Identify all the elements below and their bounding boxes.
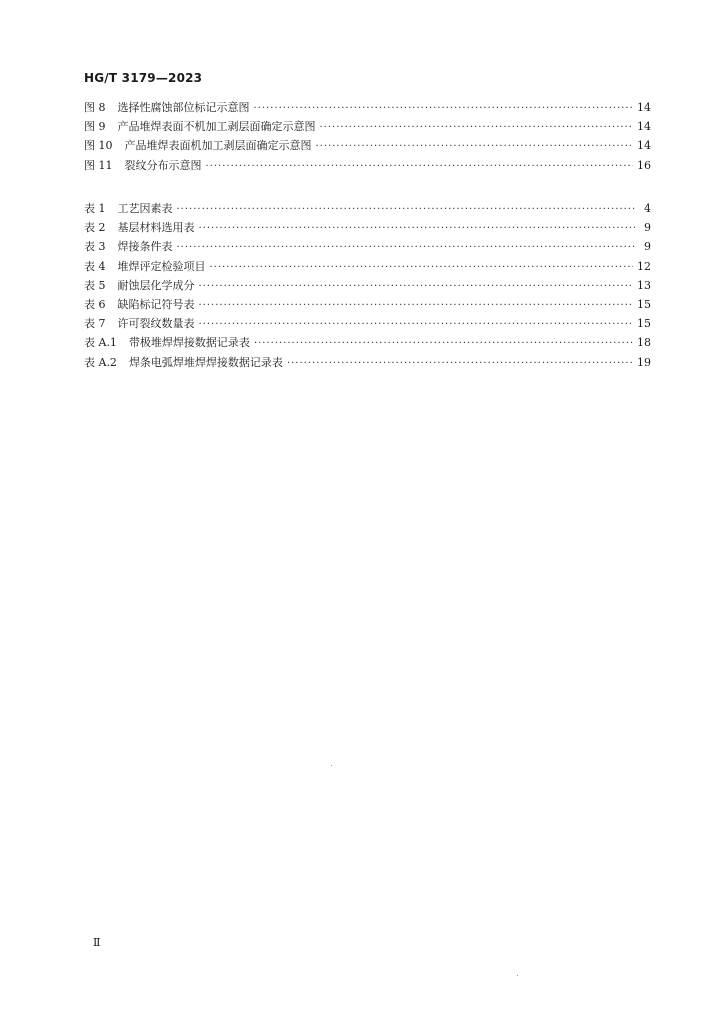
toc-entry-page: 4 bbox=[644, 202, 651, 215]
toc-entry-number: 表 3 bbox=[84, 240, 106, 254]
toc-entry-title: 产品堆焊表面机加工剥层面确定示意图 bbox=[124, 139, 312, 153]
toc-entry-page: 15 bbox=[637, 297, 651, 311]
dot-leader bbox=[210, 262, 634, 273]
toc-table-entry[interactable] bbox=[84, 354, 651, 373]
toc-entry-page: 12 bbox=[637, 259, 651, 273]
toc-table-entry[interactable] bbox=[84, 258, 651, 277]
toc-table-entry[interactable] bbox=[84, 277, 651, 296]
toc-entry-page: 18 bbox=[637, 336, 651, 350]
toc-entry-page: 19 bbox=[637, 355, 651, 369]
dot-leader bbox=[177, 204, 636, 215]
toc-entry-title: 带极堆焊焊接数据记录表 bbox=[128, 336, 250, 350]
toc-entry-title: 产品堆焊表面不机加工剥层面确定示意图 bbox=[117, 120, 316, 134]
toc-entry-number: 表 1 bbox=[84, 202, 106, 215]
figure-list bbox=[84, 99, 651, 176]
dot-leader bbox=[254, 338, 633, 349]
toc-table-entry[interactable] bbox=[84, 200, 651, 219]
toc-entry-number: 表 4 bbox=[84, 259, 106, 273]
toc-figure-entry[interactable] bbox=[84, 137, 651, 156]
dot-leader bbox=[199, 281, 634, 292]
toc-entry-title: 焊接条件表 bbox=[117, 240, 173, 254]
toc-entry-number: 表 7 bbox=[84, 317, 106, 331]
dot-leader bbox=[199, 319, 634, 330]
toc-entry-page: 14 bbox=[637, 120, 651, 134]
toc-entry-number: 表 2 bbox=[84, 221, 106, 235]
scan-speck bbox=[331, 765, 332, 766]
toc-table-entry[interactable] bbox=[84, 238, 651, 257]
dot-leader bbox=[316, 141, 634, 152]
page-number: Ⅱ bbox=[93, 936, 101, 949]
dot-leader bbox=[199, 300, 634, 311]
toc-entry-number: 表 5 bbox=[84, 278, 106, 292]
toc-entry-page: 16 bbox=[637, 158, 651, 172]
dot-leader bbox=[254, 103, 634, 114]
toc-entry-title: 许可裂纹数量表 bbox=[117, 317, 195, 331]
dot-leader bbox=[320, 122, 634, 133]
toc-entry-number: 图 8 bbox=[84, 101, 106, 114]
toc-entry-number: 图 9 bbox=[84, 120, 106, 134]
dot-leader bbox=[177, 242, 636, 253]
toc-entry-title: 工艺因素表 bbox=[117, 202, 173, 215]
toc-entry-title: 基层材料选用表 bbox=[117, 221, 195, 235]
toc-entry-title: 缺陷标记符号表 bbox=[117, 297, 195, 311]
toc-entry-page: 13 bbox=[637, 278, 651, 292]
toc-entry-number: 表 A.2 bbox=[84, 355, 117, 369]
toc-entry-number: 表 6 bbox=[84, 297, 106, 311]
toc-table-entry[interactable] bbox=[84, 334, 651, 353]
toc-entry-page: 14 bbox=[637, 101, 651, 114]
toc-entry-title: 堆焊评定检验项目 bbox=[117, 259, 206, 273]
toc-entry-page: 14 bbox=[637, 139, 651, 153]
toc-entry-number: 图 11 bbox=[84, 158, 113, 172]
toc-figure-entry[interactable] bbox=[84, 118, 651, 137]
toc-entry-number: 图 10 bbox=[84, 139, 113, 153]
toc-entry-title: 焊条电弧焊堆焊焊接数据记录表 bbox=[128, 355, 283, 369]
dot-leader bbox=[199, 223, 636, 234]
toc-table-entry[interactable] bbox=[84, 219, 651, 238]
table-list bbox=[84, 200, 651, 373]
toc-entry-page: 9 bbox=[644, 221, 651, 235]
toc-entry-page: 15 bbox=[637, 317, 651, 331]
scan-speck bbox=[517, 975, 518, 976]
toc-figure-entry[interactable] bbox=[84, 99, 651, 118]
toc-entry-title: 耐蚀层化学成分 bbox=[117, 278, 195, 292]
standard-code-header: HG/T 3179—2023 bbox=[84, 71, 203, 85]
toc-entry-title: 选择性腐蚀部位标记示意图 bbox=[117, 101, 250, 114]
toc-entry-page: 9 bbox=[644, 240, 651, 254]
toc-table-entry[interactable] bbox=[84, 315, 651, 334]
toc-figure-entry[interactable] bbox=[84, 157, 651, 176]
toc-table-entry[interactable] bbox=[84, 296, 651, 315]
toc-entry-title: 裂纹分布示意图 bbox=[124, 158, 202, 172]
toc-entry-number: 表 A.1 bbox=[84, 336, 117, 350]
dot-leader bbox=[287, 358, 633, 369]
dot-leader bbox=[206, 161, 634, 172]
